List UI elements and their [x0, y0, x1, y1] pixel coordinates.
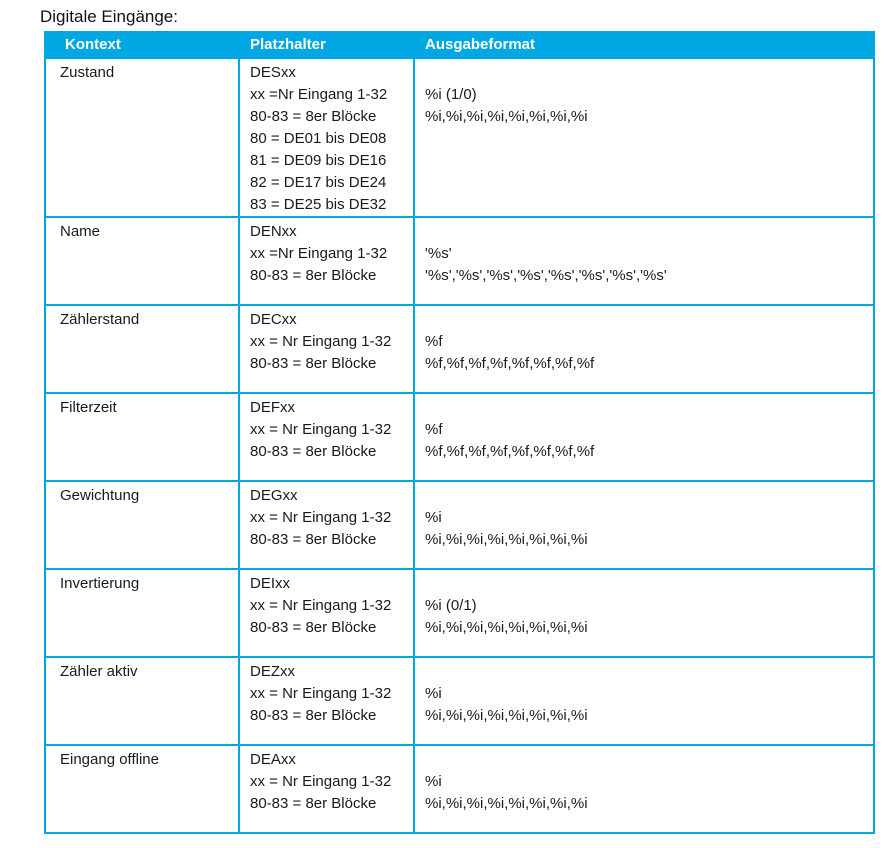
table-row	[45, 481, 874, 569]
platzhalter-cell	[239, 657, 414, 745]
cell-line: 80-83 = 8er Blöcke	[250, 355, 377, 372]
platzhalter-cell	[239, 305, 414, 393]
cell-line: 83 = DE25 bis DE32	[250, 196, 387, 213]
platzhalter-lines	[250, 62, 407, 216]
platzhalter-lines	[250, 749, 407, 815]
cell-line: xx = Nr Eingang 1-32	[250, 773, 392, 790]
cell-line: xx = Nr Eingang 1-32	[250, 685, 392, 702]
cell-line: %i	[425, 685, 442, 702]
ausgabeformat-lines	[425, 661, 867, 727]
cell-line: DEGxx	[250, 487, 298, 504]
ausgabeformat-lines	[425, 309, 867, 375]
table-row	[45, 58, 874, 217]
column-header-ausgabeformat: Ausgabeformat	[414, 32, 874, 58]
platzhalter-cell	[239, 745, 414, 833]
ausgabeformat-lines	[425, 485, 867, 551]
kontext-label: Eingang offline	[60, 751, 159, 768]
ausgabeformat-cell	[414, 217, 874, 305]
ausgabeformat-lines	[425, 397, 867, 463]
kontext-cell	[45, 305, 239, 393]
table-row	[45, 393, 874, 481]
cell-line: %i	[425, 773, 442, 790]
cell-line: 80-83 = 8er Blöcke	[250, 619, 377, 636]
cell-line: %i,%i,%i,%i,%i,%i,%i,%i	[425, 707, 588, 724]
table-row	[45, 217, 874, 305]
cell-line: xx =Nr Eingang 1-32	[250, 86, 388, 103]
cell-line: %i (0/1)	[425, 597, 477, 614]
cell-line: DEAxx	[250, 751, 296, 768]
platzhalter-lines	[250, 573, 407, 639]
kontext-label: Zählerstand	[60, 311, 140, 328]
cell-line: DECxx	[250, 311, 297, 328]
kontext-cell	[45, 569, 239, 657]
cell-line: DEFxx	[250, 399, 295, 416]
table-row	[45, 305, 874, 393]
platzhalter-lines	[250, 221, 407, 287]
cell-line: 82 = DE17 bis DE24	[250, 174, 387, 191]
ausgabeformat-cell	[414, 745, 874, 833]
cell-line: DEIxx	[250, 575, 291, 592]
cell-line: xx = Nr Eingang 1-32	[250, 597, 392, 614]
ausgabeformat-lines	[425, 221, 867, 287]
cell-line: %f	[425, 421, 443, 438]
ausgabeformat-cell	[414, 657, 874, 745]
column-header-platzhalter: Platzhalter	[239, 32, 414, 58]
cell-line: %i	[425, 509, 442, 526]
cell-line: xx =Nr Eingang 1-32	[250, 245, 388, 262]
cell-line: '%s'	[425, 245, 452, 262]
ausgabeformat-cell	[414, 393, 874, 481]
platzhalter-lines	[250, 397, 407, 463]
cell-line: xx = Nr Eingang 1-32	[250, 509, 392, 526]
platzhalter-cell	[239, 569, 414, 657]
kontext-label: Filterzeit	[60, 399, 117, 416]
platzhalter-cell	[239, 393, 414, 481]
cell-line: %i,%i,%i,%i,%i,%i,%i,%i	[425, 795, 588, 812]
cell-line: xx = Nr Eingang 1-32	[250, 333, 392, 350]
platzhalter-lines	[250, 309, 407, 375]
kontext-cell	[45, 217, 239, 305]
cell-line: %i,%i,%i,%i,%i,%i,%i,%i	[425, 619, 588, 636]
ausgabeformat-lines	[425, 749, 867, 815]
kontext-label: Gewichtung	[60, 487, 140, 504]
cell-line: %i (1/0)	[425, 86, 477, 103]
table-header-row	[45, 32, 874, 58]
cell-line: %f,%f,%f,%f,%f,%f,%f,%f	[425, 443, 595, 460]
ausgabeformat-cell	[414, 58, 874, 217]
cell-line: %i,%i,%i,%i,%i,%i,%i,%i	[425, 531, 588, 548]
cell-line: 80-83 = 8er Blöcke	[250, 267, 377, 284]
cell-line: '%s','%s','%s','%s','%s','%s','%s','%s'	[425, 267, 667, 284]
cell-line: %f	[425, 333, 443, 350]
kontext-label: Zähler aktiv	[60, 663, 138, 680]
kontext-label: Zustand	[60, 64, 115, 81]
cell-line: DENxx	[250, 223, 297, 240]
kontext-cell	[45, 657, 239, 745]
cell-line: 80-83 = 8er Blöcke	[250, 707, 377, 724]
digital-inputs-table	[44, 31, 875, 834]
kontext-label: Invertierung	[60, 575, 140, 592]
ausgabeformat-cell	[414, 481, 874, 569]
cell-line: %i,%i,%i,%i,%i,%i,%i,%i	[425, 108, 588, 125]
cell-line: DESxx	[250, 64, 296, 81]
table-row	[45, 657, 874, 745]
column-header-kontext: Kontext	[45, 32, 239, 58]
cell-line: 80-83 = 8er Blöcke	[250, 443, 377, 460]
cell-line: 80-83 = 8er Blöcke	[250, 795, 377, 812]
kontext-cell	[45, 58, 239, 217]
ausgabeformat-cell	[414, 569, 874, 657]
cell-line: 81 = DE09 bis DE16	[250, 152, 387, 169]
table-row	[45, 569, 874, 657]
platzhalter-cell	[239, 481, 414, 569]
cell-line: 80-83 = 8er Blöcke	[250, 108, 377, 125]
cell-line: 80 = DE01 bis DE08	[250, 130, 387, 147]
cell-line: xx = Nr Eingang 1-32	[250, 421, 392, 438]
page-title: Digitale Eingänge:	[40, 7, 178, 26]
platzhalter-cell	[239, 217, 414, 305]
cell-line: DEZxx	[250, 663, 295, 680]
platzhalter-lines	[250, 661, 407, 727]
platzhalter-cell	[239, 58, 414, 217]
ausgabeformat-lines	[425, 573, 867, 639]
ausgabeformat-cell	[414, 305, 874, 393]
ausgabeformat-lines	[425, 62, 867, 128]
kontext-label: Name	[60, 223, 101, 240]
kontext-cell	[45, 393, 239, 481]
kontext-cell	[45, 745, 239, 833]
cell-line: %f,%f,%f,%f,%f,%f,%f,%f	[425, 355, 595, 372]
cell-line: 80-83 = 8er Blöcke	[250, 531, 377, 548]
kontext-cell	[45, 481, 239, 569]
platzhalter-lines	[250, 485, 407, 551]
table-row	[45, 745, 874, 833]
